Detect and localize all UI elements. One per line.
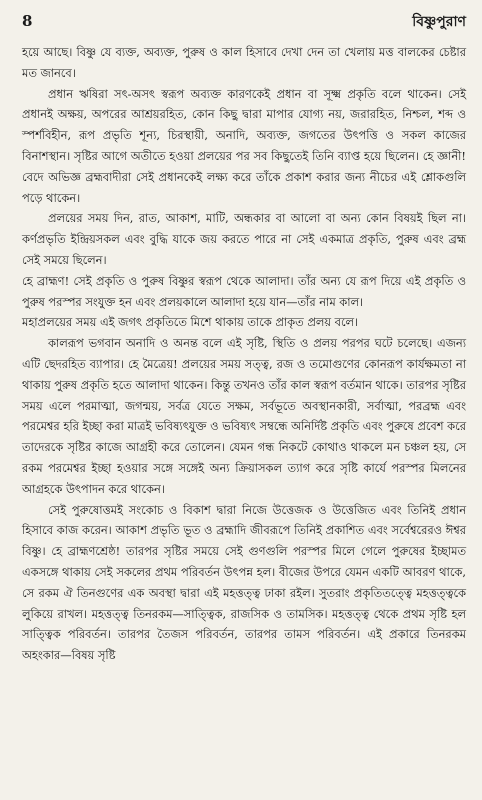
book-title: বিষ্ণুপুরাণ bbox=[412, 14, 466, 30]
page-number: 8 bbox=[22, 12, 33, 30]
paragraph: প্রধান ঋষিরা সৎ-অসৎ স্বরূপ অব্যক্ত কারণকেই প্রধান বা সূক্ষ্ম প্রকৃতি বলে থাকেন। সেই প্রধানই অক্ষয়, অপরের আশ্রয়রহিত, কোন কিছু দ্বারা মাপার যোগ্য নয়, জরারহিত, নিশ্চল, শব্দ ও স্পর্শবিহীন, রূপ প্রভৃতি শূন্য, চিরস্থায়ী, অনাদি, অব্যক্ত, জগতের উৎপত্তি ও সকল কাজের বিনাশস্থান। সৃষ্টির আগে অতীতে হওয়া প্রলয়ের পর সব কিছুতেই তিনি ব্যাপ্ত হয়ে ছিলেন। হে জ্ঞানী! বেদে অভিজ্ঞ ব্রহ্মবাদীরা সেই প্রধানকেই লক্ষ্য করে তাঁকে প্রকাশ করার জন্য নীচের এই শ্লোকগুলি পড়ে থাকেন। bbox=[22, 86, 466, 205]
page-header bbox=[22, 10, 466, 34]
paragraph: হে ব্রাহ্মণ! সেই প্রকৃতি ও পুরুষ বিষ্ণুর স্বরূপ থেকে আলাদা। তাঁর অন্য যে রূপ দিয়ে এই প্রকৃতি ও পুরুষ পরস্পর সংযুক্ত হন এবং প্রলয়কালে আলাদা হয়ে যান—তাঁর নাম কাল। bbox=[22, 273, 466, 309]
paragraph: প্রলয়ের সময় দিন, রাত, আকাশ, মাটি, অন্ধকার বা আলো বা অন্য কোন বিষয়ই ছিল না। কর্ণপ্রভৃতি ইন্দ্রিয়সকল এবং বুদ্ধি যাকে জয় করতে পারে না সেই একমাত্র প্রকৃতি, পুরুষ এবং ব্রহ্ম সেই সময়ে ছিলেন। bbox=[22, 211, 466, 267]
paragraph: মহাপ্রলয়ের সময় এই জগৎ প্রকৃতিতে মিশে থাকায় তাকে প্রাকৃত প্রলয় বলে। bbox=[22, 315, 359, 330]
paragraph: সেই পুরুষোত্তমই সংকোচ ও বিকাশ দ্বারা নিজে উত্তেজক ও উত্তেজিত এবং তিনিই প্রধান হিসাবে কাজ করেন। আকাশ প্রভৃতি ভূত ও ব্রহ্মাদি জীবরূপে তিনিই প্রকাশিত এবং সর্বেশ্বরেরও ঈশ্বর বিষ্ণু। হে ব্রাহ্মণশ্রেষ্ঠ! তারপর সৃষ্টির সময়ে সেই গুণগুলি পরস্পর মিলে গেলে পুরুষের ইচ্ছামত একসঙ্গে থাকায় সেই সকলের প্রথম পরিবর্তন উৎপন্ন হল। বীজের উপরে যেমন একটি আবরণ থাকে, সে রকম ঐ তিনগুণের এক অবস্থা দ্বারা এই মহত্তত্ত্ব ঢাকা রইল। সুতরাং প্রকৃতিতত্ত্বে মহত্তত্ত্বকে লুকিয়ে রাখল। মহত্তত্ত্ব তিনরকম—সাত্ত্বিক, রাজসিক ও তামসিক। মহত্তত্ত্ব থেকে প্রথম সৃষ্টি হল সাত্ত্বিক পরিবর্তন। তারপর তৈজস পরিবর্তন, তারপর তামস পরিবর্তন। এই প্রকারে তিনরকম অহংকার—বিষয় সৃষ্টি bbox=[22, 502, 466, 663]
paragraph: কালরূপ ভগবান অনাদি ও অনন্ত বলে এই সৃষ্টি, স্থিতি ও প্রলয় পরপর ঘটে চলেছে। এজন্য এটি ছেদরহিত ব্যাপার। হে মৈত্রেয়! প্রলয়ের সময় সত্ত্ব, রজ ও তমোগুণের কোনরূপ কার্যক্ষমতা না থাকায় পুরুষ প্রকৃতি হতে আলাদা থাকেন। কিন্তু তখনও তাঁর কাল স্বরূপ বর্তমান থাকে। তারপর সৃষ্টির সময় এলে পরমাত্মা, জগন্ময়, সর্বত্র যেতে সক্ষম, সর্বভূতে অবস্থানকারী, সর্বাত্মা, পরব্রহ্ম এবং পরমেশ্বর হরি ইচ্ছা করা মাত্রই ভবিষ্যৎযুক্ত ও ভবিষ্যৎ সম্বন্ধে অনির্দিষ্ট প্রকৃতি এবং পুরুষে প্রবেশ করে তাদেরকে সৃষ্টির কাজে আগ্রহী করে তোলেন। যেমন গন্ধ নিকটে কোথাও থাকলে মন চঞ্চল হয়, সে রকম পরমেশ্বর ইচ্ছা হওয়ার সঙ্গে সঙ্গেই অন্য ক্রিয়াসকল ত্যাগ করে সৃষ্টি কার্যে পরস্পর মিলনের আগ্রহকে উৎপাদন করে থাকেন। bbox=[22, 336, 466, 496]
page-body bbox=[22, 42, 466, 666]
paragraph: হয়ে আছে। বিষ্ণু যে ব্যক্ত, অব্যক্ত, পুরুষ ও কাল হিসাবে দেখা দেন তা খেলায় মত্ত বালকের চেষ্টার মত জানবে। bbox=[22, 45, 466, 80]
